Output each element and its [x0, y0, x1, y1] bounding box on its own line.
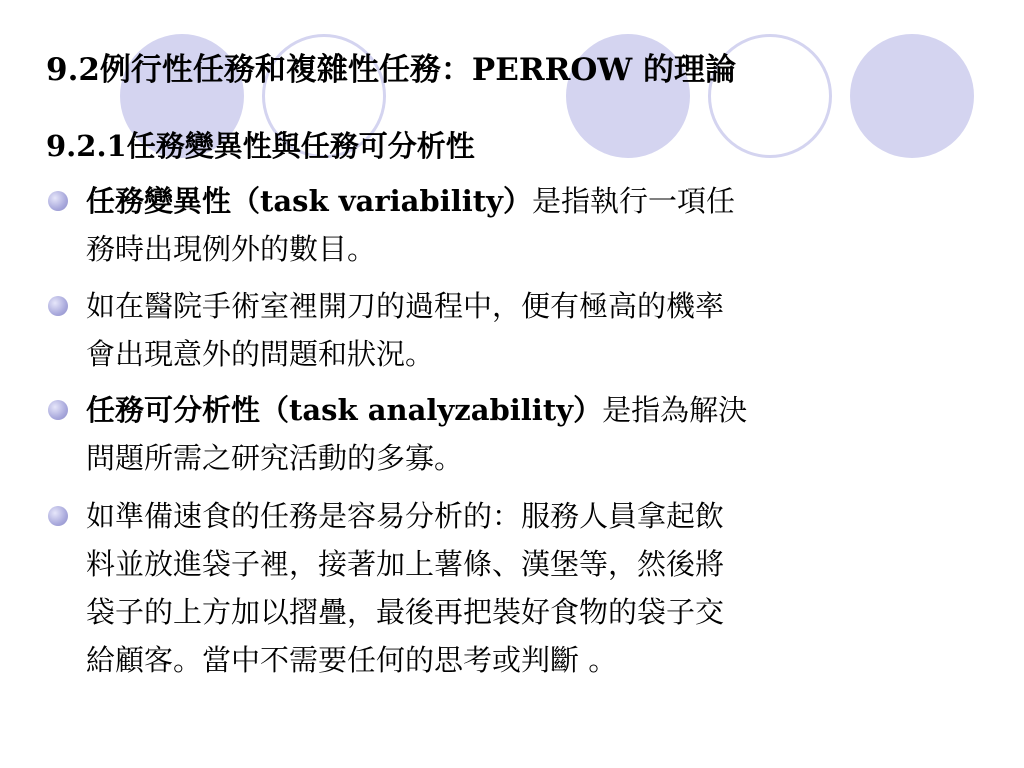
item-text: 是指執行一項任 [532, 184, 736, 218]
bullet-icon [48, 296, 68, 316]
item-text: 務時出現例外的數目。 [86, 232, 377, 266]
slide-subtitle: 9.2.1任務變異性與任務可分析性 [46, 129, 475, 163]
term-label: 任務可分析性（task analyzability） [86, 393, 603, 427]
list-item [86, 177, 966, 273]
bullet-icon [48, 400, 68, 420]
slide-title: 9.2例行性任務和複雜性任務：PERROW 的理論 [46, 52, 737, 88]
list-item [86, 492, 966, 684]
item-text: 料並放進袋子裡，接著加上薯條、漢堡等，然後將 [86, 547, 725, 581]
item-text: 給顧客。當中不需要任何的思考或判斷 。 [86, 643, 618, 677]
list-item [86, 386, 966, 482]
item-text: 是指為解決 [602, 393, 748, 427]
item-text: 問題所需之研究活動的多寡。 [86, 441, 464, 475]
item-text: 袋子的上方加以摺疊，最後再把裝好食物的袋子交 [86, 595, 725, 629]
term-label: 任務變異性（task variability） [86, 184, 533, 218]
item-text: 會出現意外的問題和狀況。 [86, 337, 435, 371]
bullet-icon [48, 506, 68, 526]
bullet-icon [48, 191, 68, 211]
item-text: 如在醫院手術室裡開刀的過程中，便有極高的機率 [86, 289, 725, 323]
item-text: 如準備速食的任務是容易分析的：服務人員拿起飲 [86, 499, 725, 533]
list-item [86, 282, 966, 378]
